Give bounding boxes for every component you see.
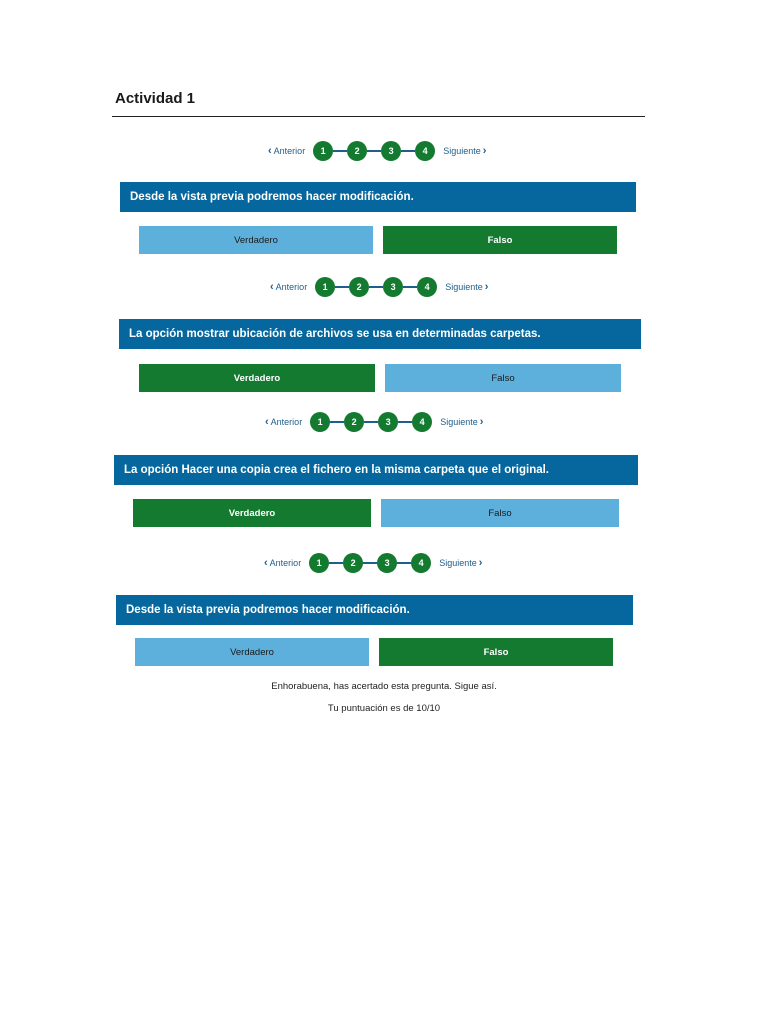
step-connector	[367, 150, 381, 152]
false-button[interactable]: Falso	[383, 226, 617, 254]
chevron-right-icon: ›	[484, 280, 489, 293]
true-button[interactable]: Verdadero	[139, 364, 375, 392]
prev-link[interactable]	[270, 282, 307, 293]
question-text: La opción Hacer una copia crea el fichero en la misma carpeta que el original.	[114, 455, 638, 485]
prev-link[interactable]	[265, 417, 302, 428]
true-button[interactable]: Verdadero	[139, 226, 373, 254]
prev-label: Anterior	[269, 558, 302, 568]
step-3[interactable]: 3	[378, 412, 398, 432]
next-link[interactable]	[443, 146, 486, 157]
step-1[interactable]: 1	[315, 277, 335, 297]
chevron-left-icon: ‹	[268, 144, 272, 157]
step-4[interactable]: 4	[415, 141, 435, 161]
chevron-right-icon: ›	[478, 556, 483, 569]
step-3[interactable]: 3	[381, 141, 401, 161]
step-connector	[333, 150, 347, 152]
step-connector	[397, 562, 411, 564]
chevron-right-icon: ›	[482, 144, 487, 157]
step-2[interactable]: 2	[344, 412, 364, 432]
prev-label: Anterior	[270, 417, 303, 427]
next-link[interactable]	[445, 282, 488, 293]
next-label: Siguiente	[440, 417, 478, 427]
step-connector	[401, 150, 415, 152]
score-text: Tu puntuación es de 10/10	[327, 703, 441, 714]
question-text: Desde la vista previa podremos hacer modificación.	[116, 595, 633, 625]
pager	[264, 552, 482, 574]
false-button[interactable]: Falso	[379, 638, 613, 666]
step-1[interactable]: 1	[313, 141, 333, 161]
step-indicator	[310, 412, 432, 432]
true-button[interactable]: Verdadero	[133, 499, 371, 527]
next-label: Siguiente	[445, 282, 483, 292]
step-connector	[369, 286, 383, 288]
false-button[interactable]: Falso	[385, 364, 621, 392]
next-label: Siguiente	[443, 146, 481, 156]
step-2[interactable]: 2	[343, 553, 363, 573]
prev-label: Anterior	[273, 146, 306, 156]
chevron-left-icon: ‹	[265, 415, 269, 428]
question-text: La opción mostrar ubicación de archivos se usa en determinadas carpetas.	[119, 319, 641, 349]
false-button[interactable]: Falso	[381, 499, 619, 527]
prev-link[interactable]	[264, 558, 301, 569]
feedback-message: Enhorabuena, has acertado esta pregunta. Sigue así.	[271, 681, 497, 692]
step-1[interactable]: 1	[309, 553, 329, 573]
title-divider	[112, 116, 645, 117]
prev-link[interactable]	[268, 146, 305, 157]
step-3[interactable]: 3	[377, 553, 397, 573]
step-indicator	[315, 277, 437, 297]
true-button[interactable]: Verdadero	[135, 638, 369, 666]
step-2[interactable]: 2	[349, 277, 369, 297]
chevron-left-icon: ‹	[270, 280, 274, 293]
step-connector	[329, 562, 343, 564]
step-3[interactable]: 3	[383, 277, 403, 297]
next-label: Siguiente	[439, 558, 477, 568]
step-indicator	[309, 553, 431, 573]
next-link[interactable]	[440, 417, 483, 428]
pager	[268, 140, 486, 162]
chevron-left-icon: ‹	[264, 556, 268, 569]
step-4[interactable]: 4	[412, 412, 432, 432]
chevron-right-icon: ›	[479, 415, 484, 428]
step-1[interactable]: 1	[310, 412, 330, 432]
step-connector	[403, 286, 417, 288]
step-connector	[330, 421, 344, 423]
question-text: Desde la vista previa podremos hacer modificación.	[120, 182, 636, 212]
pager	[265, 411, 483, 433]
step-connector	[363, 562, 377, 564]
step-4[interactable]: 4	[417, 277, 437, 297]
page-title: Actividad 1	[115, 90, 196, 107]
step-connector	[398, 421, 412, 423]
step-2[interactable]: 2	[347, 141, 367, 161]
step-connector	[335, 286, 349, 288]
step-connector	[364, 421, 378, 423]
pager	[270, 276, 488, 298]
prev-label: Anterior	[275, 282, 308, 292]
next-link[interactable]	[439, 558, 482, 569]
step-4[interactable]: 4	[411, 553, 431, 573]
step-indicator	[313, 141, 435, 161]
